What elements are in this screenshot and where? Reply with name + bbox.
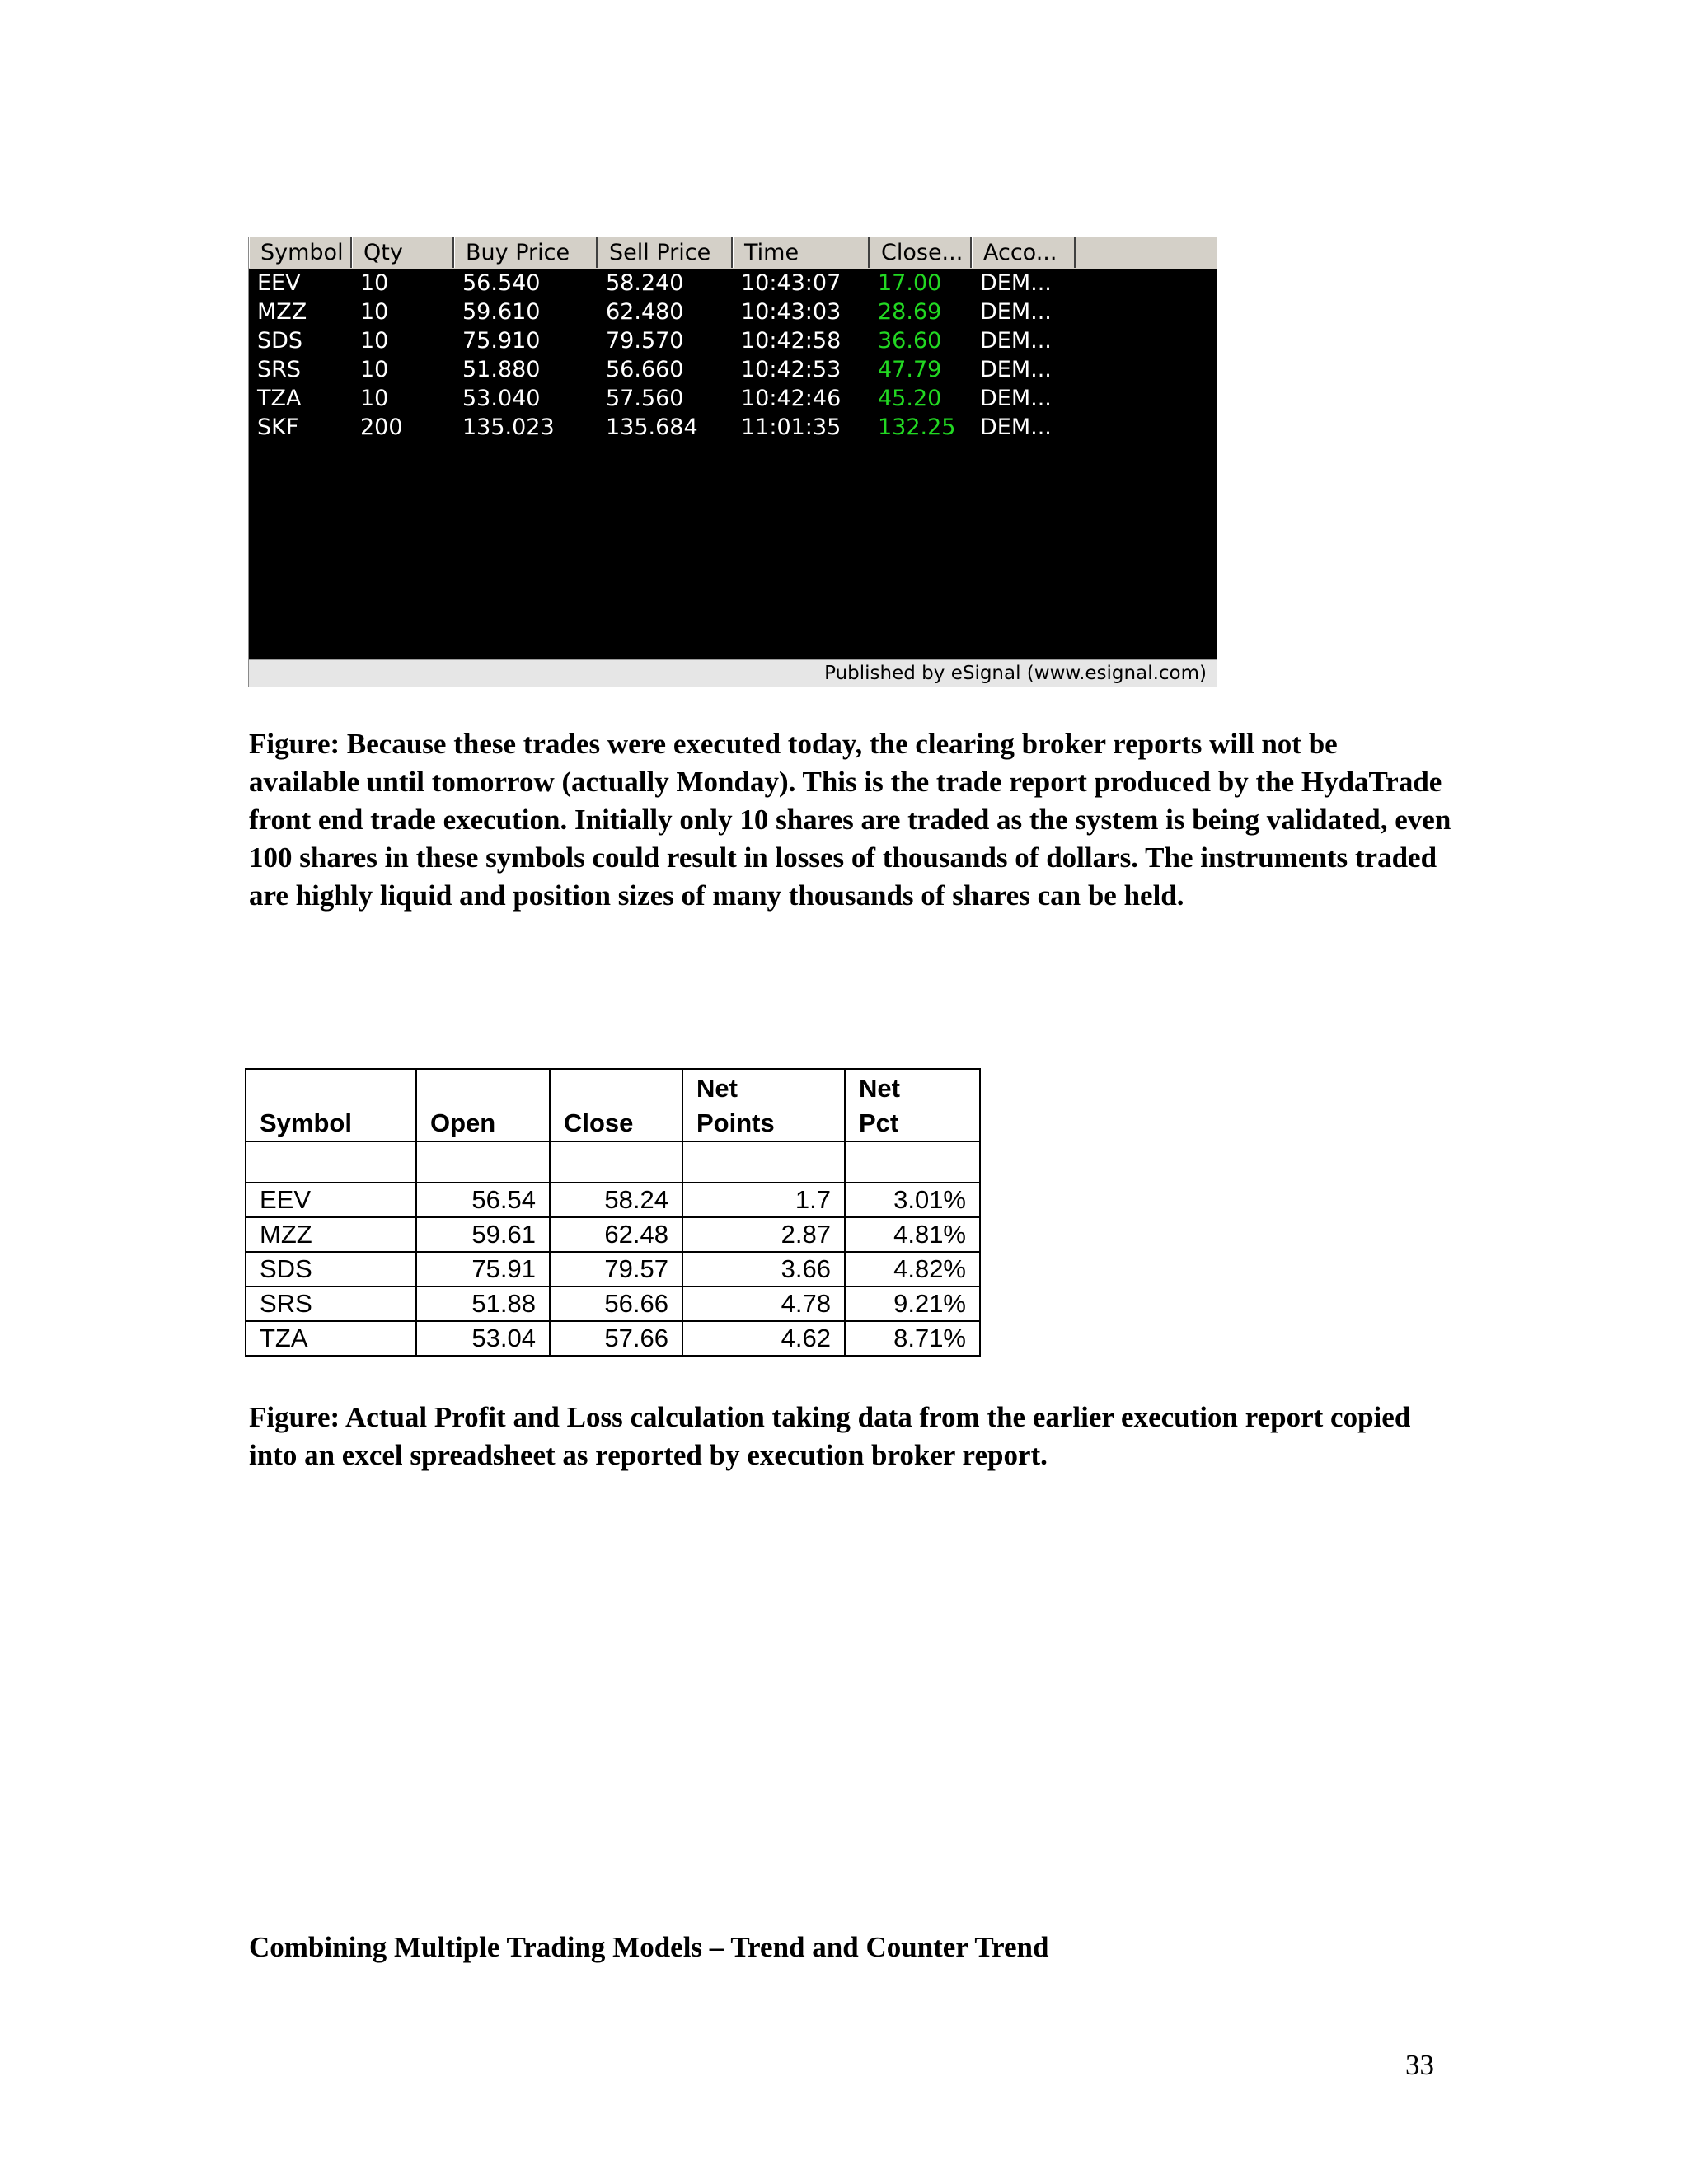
pnl-cell-net-pct: 9.21% xyxy=(845,1286,980,1321)
trade-cell-account: DEM... xyxy=(980,386,1052,411)
pnl-row xyxy=(246,1252,980,1286)
trade-report-header xyxy=(249,237,1217,269)
trade-cell-qty: 10 xyxy=(360,386,389,411)
pnl-cell-close: 58.24 xyxy=(550,1183,682,1217)
blank-cell xyxy=(550,1141,682,1183)
trade-cell-symbol: TZA xyxy=(257,386,302,411)
pnl-header-open: Open xyxy=(416,1069,550,1141)
column-header-symbol[interactable]: Symbol xyxy=(249,237,352,268)
figure-caption-pnl: Figure: Actual Profit and Loss calculation taking data from the earlier execution report copied into an excel spreadsheet as reported by execution broker report. xyxy=(249,1401,1411,1471)
trade-cell-time: 10:43:07 xyxy=(741,270,842,296)
pnl-cell-net-pct: 3.01% xyxy=(845,1183,980,1217)
trade-cell-symbol: SRS xyxy=(257,357,302,382)
pnl-cell-close: 62.48 xyxy=(550,1217,682,1252)
pnl-cell-net-pct: 4.81% xyxy=(845,1217,980,1252)
pnl-cell-symbol: TZA xyxy=(246,1321,416,1356)
pnl-table xyxy=(245,1068,981,1357)
blank-cell xyxy=(845,1141,980,1183)
pnl-cell-net-pct: 8.71% xyxy=(845,1321,980,1356)
trade-cell-qty: 10 xyxy=(360,299,389,325)
pnl-row xyxy=(246,1217,980,1252)
trade-cell-time: 10:42:58 xyxy=(741,328,842,354)
pnl-row xyxy=(246,1321,980,1356)
trade-cell-time: 11:01:35 xyxy=(741,415,842,440)
trade-cell-close: 36.60 xyxy=(878,328,942,354)
trade-cell-sell-price: 135.684 xyxy=(606,415,698,440)
trade-row[interactable] xyxy=(249,269,1217,298)
page-number: 33 xyxy=(1405,2049,1434,2081)
trade-cell-time: 10:42:53 xyxy=(741,357,842,382)
pnl-row xyxy=(246,1183,980,1217)
trade-row[interactable] xyxy=(249,384,1217,413)
column-header-account[interactable]: Acco... xyxy=(972,237,1076,268)
pnl-header-net-points: Net Points xyxy=(682,1069,845,1141)
trade-cell-close: 47.79 xyxy=(878,357,942,382)
trade-cell-account: DEM... xyxy=(980,415,1052,440)
pnl-row xyxy=(246,1286,980,1321)
pnl-cell-net-points: 3.66 xyxy=(682,1252,845,1286)
trade-report-footer xyxy=(249,659,1217,687)
trade-cell-buy-price: 51.880 xyxy=(462,357,541,382)
trade-cell-symbol: SDS xyxy=(257,328,303,354)
pnl-cell-net-points: 2.87 xyxy=(682,1217,845,1252)
pnl-header-row xyxy=(246,1069,980,1141)
trade-cell-buy-price: 53.040 xyxy=(462,386,541,411)
figure-caption-trade-report: Figure: Because these trades were executed today, the clearing broker reports will not be available until tomorrow (actually Monday). This is the trade report produced by the HydaTrade front end trade execution. Initially only 10 shares are traded as the system is being validated, even 100 shares in these symbols could result in losses of thousands of dollars. The instruments traded are highly liquid and position sizes of many thousands of shares can be held. xyxy=(249,728,1451,912)
pnl-cell-open: 51.88 xyxy=(416,1286,550,1321)
trade-cell-buy-price: 135.023 xyxy=(462,415,555,440)
pnl-cell-open: 56.54 xyxy=(416,1183,550,1217)
pnl-cell-net-pct: 4.82% xyxy=(845,1252,980,1286)
trade-report-window xyxy=(248,237,1217,687)
pnl-cell-net-points: 4.62 xyxy=(682,1321,845,1356)
pnl-cell-net-points: 1.7 xyxy=(682,1183,845,1217)
column-header-time[interactable]: Time xyxy=(733,237,870,268)
pnl-cell-close: 56.66 xyxy=(550,1286,682,1321)
column-header-buy-price[interactable]: Buy Price xyxy=(454,237,598,268)
trade-cell-sell-price: 57.560 xyxy=(606,386,684,411)
column-header-sell-price[interactable]: Sell Price xyxy=(598,237,733,268)
trade-cell-symbol: MZZ xyxy=(257,299,307,325)
trade-row[interactable] xyxy=(249,413,1217,442)
trade-cell-buy-price: 75.910 xyxy=(462,328,541,354)
pnl-cell-symbol: SRS xyxy=(246,1286,416,1321)
trade-cell-time: 10:42:46 xyxy=(741,386,842,411)
pnl-cell-close: 57.66 xyxy=(550,1321,682,1356)
trade-cell-qty: 200 xyxy=(360,415,403,440)
pnl-blank-row xyxy=(246,1141,980,1183)
column-header-close[interactable]: Close... xyxy=(870,237,972,268)
trade-cell-buy-price: 59.610 xyxy=(462,299,541,325)
trade-row[interactable] xyxy=(249,298,1217,326)
trade-cell-symbol: EEV xyxy=(257,270,301,296)
pnl-cell-net-points: 4.78 xyxy=(682,1286,845,1321)
trade-cell-buy-price: 56.540 xyxy=(462,270,541,296)
published-by-text: Published by eSignal (www.esignal.com) xyxy=(824,663,1207,684)
trade-cell-close: 132.25 xyxy=(878,415,956,440)
pnl-cell-open: 75.91 xyxy=(416,1252,550,1286)
pnl-cell-close: 79.57 xyxy=(550,1252,682,1286)
trade-cell-qty: 10 xyxy=(360,270,389,296)
trade-row[interactable] xyxy=(249,355,1217,384)
section-heading: Combining Multiple Trading Models – Trend and Counter Trend xyxy=(249,1931,1049,1963)
trade-cell-account: DEM... xyxy=(980,357,1052,382)
pnl-header-close: Close xyxy=(550,1069,682,1141)
pnl-header-net-pct: Net Pct xyxy=(845,1069,980,1141)
trade-cell-sell-price: 62.480 xyxy=(606,299,684,325)
blank-cell xyxy=(682,1141,845,1183)
trade-cell-close: 45.20 xyxy=(878,386,942,411)
trade-cell-close: 17.00 xyxy=(878,270,942,296)
pnl-cell-symbol: SDS xyxy=(246,1252,416,1286)
trade-cell-account: DEM... xyxy=(980,270,1052,296)
trade-row[interactable] xyxy=(249,326,1217,355)
pnl-cell-open: 53.04 xyxy=(416,1321,550,1356)
pnl-header-symbol: Symbol xyxy=(246,1069,416,1141)
pnl-cell-open: 59.61 xyxy=(416,1217,550,1252)
column-header-qty[interactable]: Qty xyxy=(352,237,454,268)
trade-cell-qty: 10 xyxy=(360,328,389,354)
blank-cell xyxy=(246,1141,416,1183)
trade-cell-time: 10:43:03 xyxy=(741,299,842,325)
trade-cell-account: DEM... xyxy=(980,299,1052,325)
trade-cell-sell-price: 58.240 xyxy=(606,270,684,296)
pnl-cell-symbol: EEV xyxy=(246,1183,416,1217)
trade-cell-sell-price: 79.570 xyxy=(606,328,684,354)
pnl-body xyxy=(246,1141,980,1356)
trade-cell-sell-price: 56.660 xyxy=(606,357,684,382)
blank-cell xyxy=(416,1141,550,1183)
trade-cell-symbol: SKF xyxy=(257,415,299,440)
pnl-cell-symbol: MZZ xyxy=(246,1217,416,1252)
trade-cell-qty: 10 xyxy=(360,357,389,382)
trade-cell-account: DEM... xyxy=(980,328,1052,354)
trade-cell-close: 28.69 xyxy=(878,299,942,325)
